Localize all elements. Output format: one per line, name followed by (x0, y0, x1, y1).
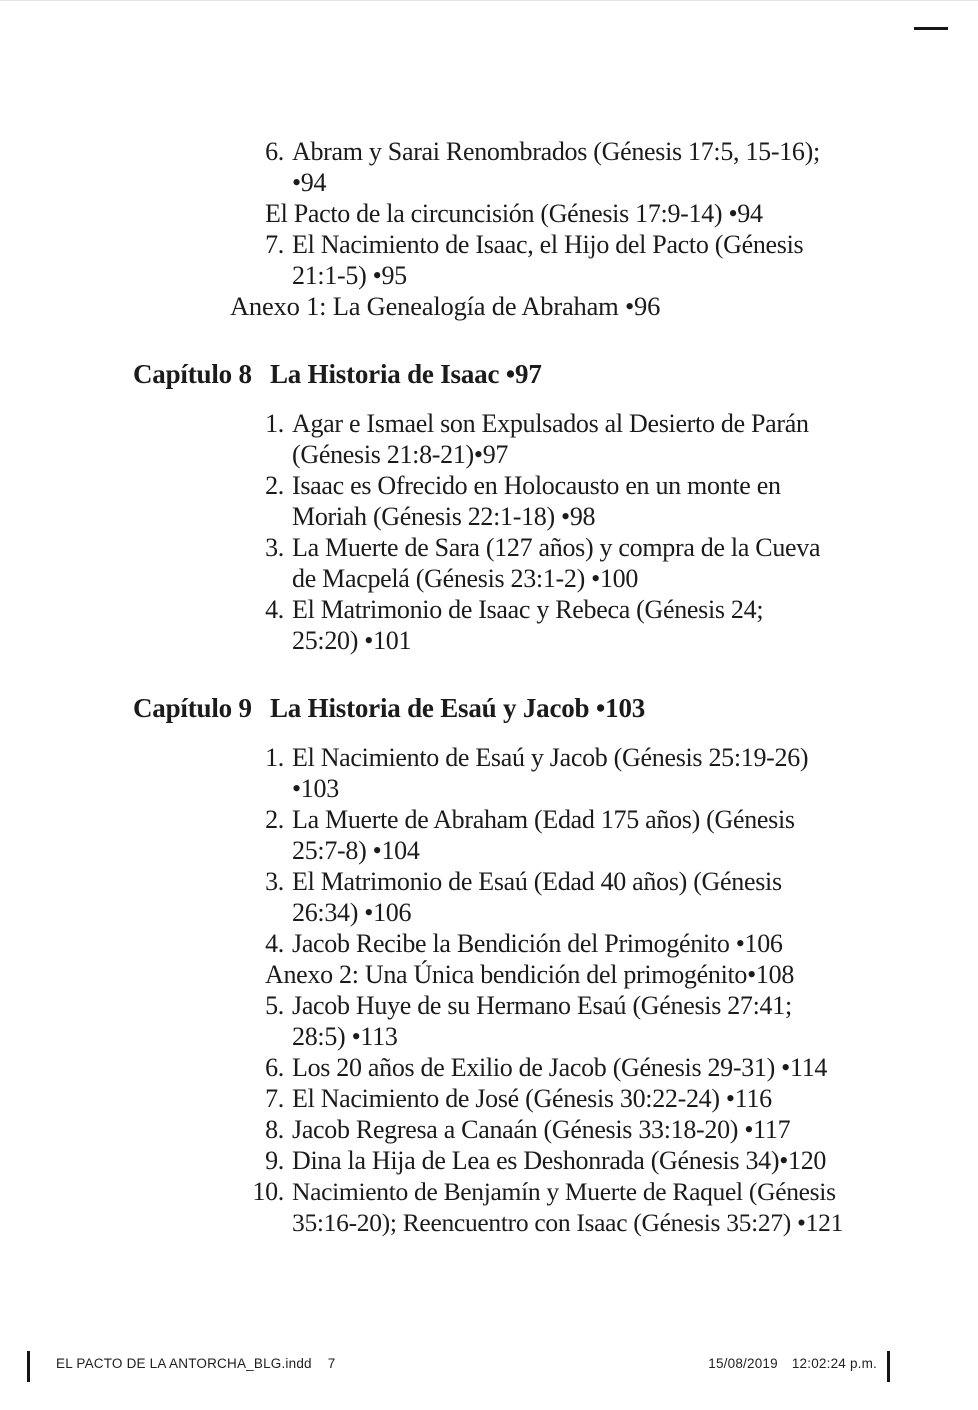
trim-mark-top-right (914, 27, 948, 30)
footer-left (56, 1356, 335, 1371)
page-top-edge (0, 0, 978, 1)
toc-item-number: 3. (265, 533, 284, 562)
toc-item (265, 198, 845, 229)
toc-item-number: 3. (265, 867, 284, 896)
toc-item-line: 35:16-20); Reencuentro con Isaac (Génesis 35:27) •121 (292, 1208, 844, 1237)
toc-item-line: 26:34) •106 (292, 898, 412, 927)
toc-item-line: El Nacimiento de José (Génesis 30:22-24) •116 (292, 1084, 772, 1113)
footer-page-number: 7 (327, 1356, 336, 1371)
toc-item-line: Abram y Sarai Renombrados (Génesis 17:5, 15-16); (292, 137, 820, 166)
toc-item-line: El Matrimonio de Isaac y Rebeca (Génesis 24; (292, 595, 764, 624)
toc-item (265, 229, 845, 291)
toc-item-line: Jacob Huye de su Hermano Esaú (Génesis 27:41; (292, 991, 792, 1020)
toc-item-number: 5. (265, 991, 284, 1020)
toc-item-number: 7. (265, 230, 284, 259)
toc-item (265, 594, 845, 656)
toc-item (265, 470, 845, 532)
toc-item-number: 1. (265, 743, 284, 772)
chapter-9-title: La Historia de Esaú y Jacob •103 (270, 693, 646, 723)
chapter-8-label: Capítulo 8 (133, 359, 252, 389)
toc-item (265, 136, 845, 198)
toc-item (265, 990, 845, 1052)
footer-filename: EL PACTO DE LA ANTORCHA_BLG.indd (56, 1356, 312, 1371)
toc-item-number: 1. (265, 409, 284, 438)
toc-item-line: Isaac es Ofrecido en Holocausto en un monte en (292, 471, 781, 500)
toc-content (133, 136, 845, 1238)
toc-item-line: El Nacimiento de Isaac, el Hijo del Pacto (Génesis (292, 230, 804, 259)
toc-item-number: 4. (265, 595, 284, 624)
footer-date: 15/08/2019 (708, 1356, 778, 1371)
toc-item (265, 959, 845, 990)
toc-item (265, 866, 845, 928)
toc-item-line: 25:7-8) •104 (292, 836, 420, 865)
toc-item-number: 6. (265, 137, 284, 166)
toc-item (265, 928, 845, 959)
toc-item-line: de Macpelá (Génesis 23:1-2) •100 (292, 564, 639, 593)
toc-item-line: 28:5) •113 (292, 1022, 398, 1051)
toc-item-line: Anexo 2: Una Única bendición del primogénito•108 (265, 960, 795, 989)
toc-item-line: Jacob Recibe la Bendición del Primogénito •106 (292, 929, 783, 958)
toc-item-line: 21:1-5) •95 (292, 261, 407, 290)
chapter-9-label: Capítulo 9 (133, 693, 252, 723)
toc-item-line: Los 20 años de Exilio de Jacob (Génesis 29-31) •114 (292, 1053, 828, 1082)
toc-item-line: Moriah (Génesis 22:1-18) •98 (292, 502, 596, 531)
chapter-8-heading (133, 356, 845, 392)
toc-item (265, 408, 845, 470)
toc-item (265, 532, 845, 594)
toc-item-line: Dina la Hija de Lea es Deshonrada (Génesis 34)•120 (292, 1146, 827, 1175)
annex-1-line: Anexo 1: La Genealogía de Abraham •96 (230, 291, 661, 321)
toc-item (252, 1176, 845, 1238)
chapter-8-item-list (133, 408, 845, 656)
footer-time: 12:02:24 p.m. (791, 1356, 877, 1371)
toc-item-line: 25:20) •101 (292, 626, 412, 655)
toc-item (265, 1052, 845, 1083)
toc-item-line: Jacob Regresa a Canaán (Génesis 33:18-20) •117 (292, 1115, 791, 1144)
toc-item (265, 804, 845, 866)
toc-item-number: 2. (265, 805, 284, 834)
chapter-9-item-list (133, 742, 845, 1238)
toc-item (265, 1114, 845, 1145)
toc-item-line: •94 (292, 168, 327, 197)
slug-mark-right (887, 1351, 890, 1382)
toc-item-number: 9. (265, 1146, 284, 1175)
chapter-9-section (133, 690, 845, 1238)
toc-item (265, 1083, 845, 1114)
toc-item-line: Agar e Ismael son Expulsados al Desierto de Parán (292, 409, 809, 438)
slug-mark-left (27, 1351, 30, 1382)
toc-item-number: 4. (265, 929, 284, 958)
toc-item-line: La Muerte de Sara (127 años) y compra de la Cueva (292, 533, 821, 562)
footer-right (708, 1356, 877, 1371)
toc-item-line: La Muerte de Abraham (Edad 175 años) (Génesis (292, 805, 795, 834)
toc-item-line: El Pacto de la circuncisión (Génesis 17:9-14) •94 (265, 199, 763, 228)
toc-item-number: 8. (265, 1115, 284, 1144)
toc-item-number: 10. (252, 1177, 284, 1206)
toc-item-line: Nacimiento de Benjamín y Muerte de Raquel (Génesis (292, 1177, 836, 1206)
toc-item-number: 6. (265, 1053, 284, 1082)
toc-item-line: El Matrimonio de Esaú (Edad 40 años) (Génesis (292, 867, 782, 896)
chapter-9-heading (133, 690, 845, 726)
toc-item (265, 742, 845, 804)
chapter-8-title: La Historia de Isaac •97 (270, 359, 542, 389)
toc-item (265, 1145, 845, 1176)
toc-intro-list (133, 136, 845, 291)
toc-item-line: (Génesis 21:8-21)•97 (292, 440, 509, 469)
toc-item-number: 2. (265, 471, 284, 500)
chapter-8-section (133, 356, 845, 656)
toc-item-line: •103 (292, 774, 339, 803)
toc-item-number: 7. (265, 1084, 284, 1113)
toc-item-line: El Nacimiento de Esaú y Jacob (Génesis 25:19-26) (292, 743, 809, 772)
